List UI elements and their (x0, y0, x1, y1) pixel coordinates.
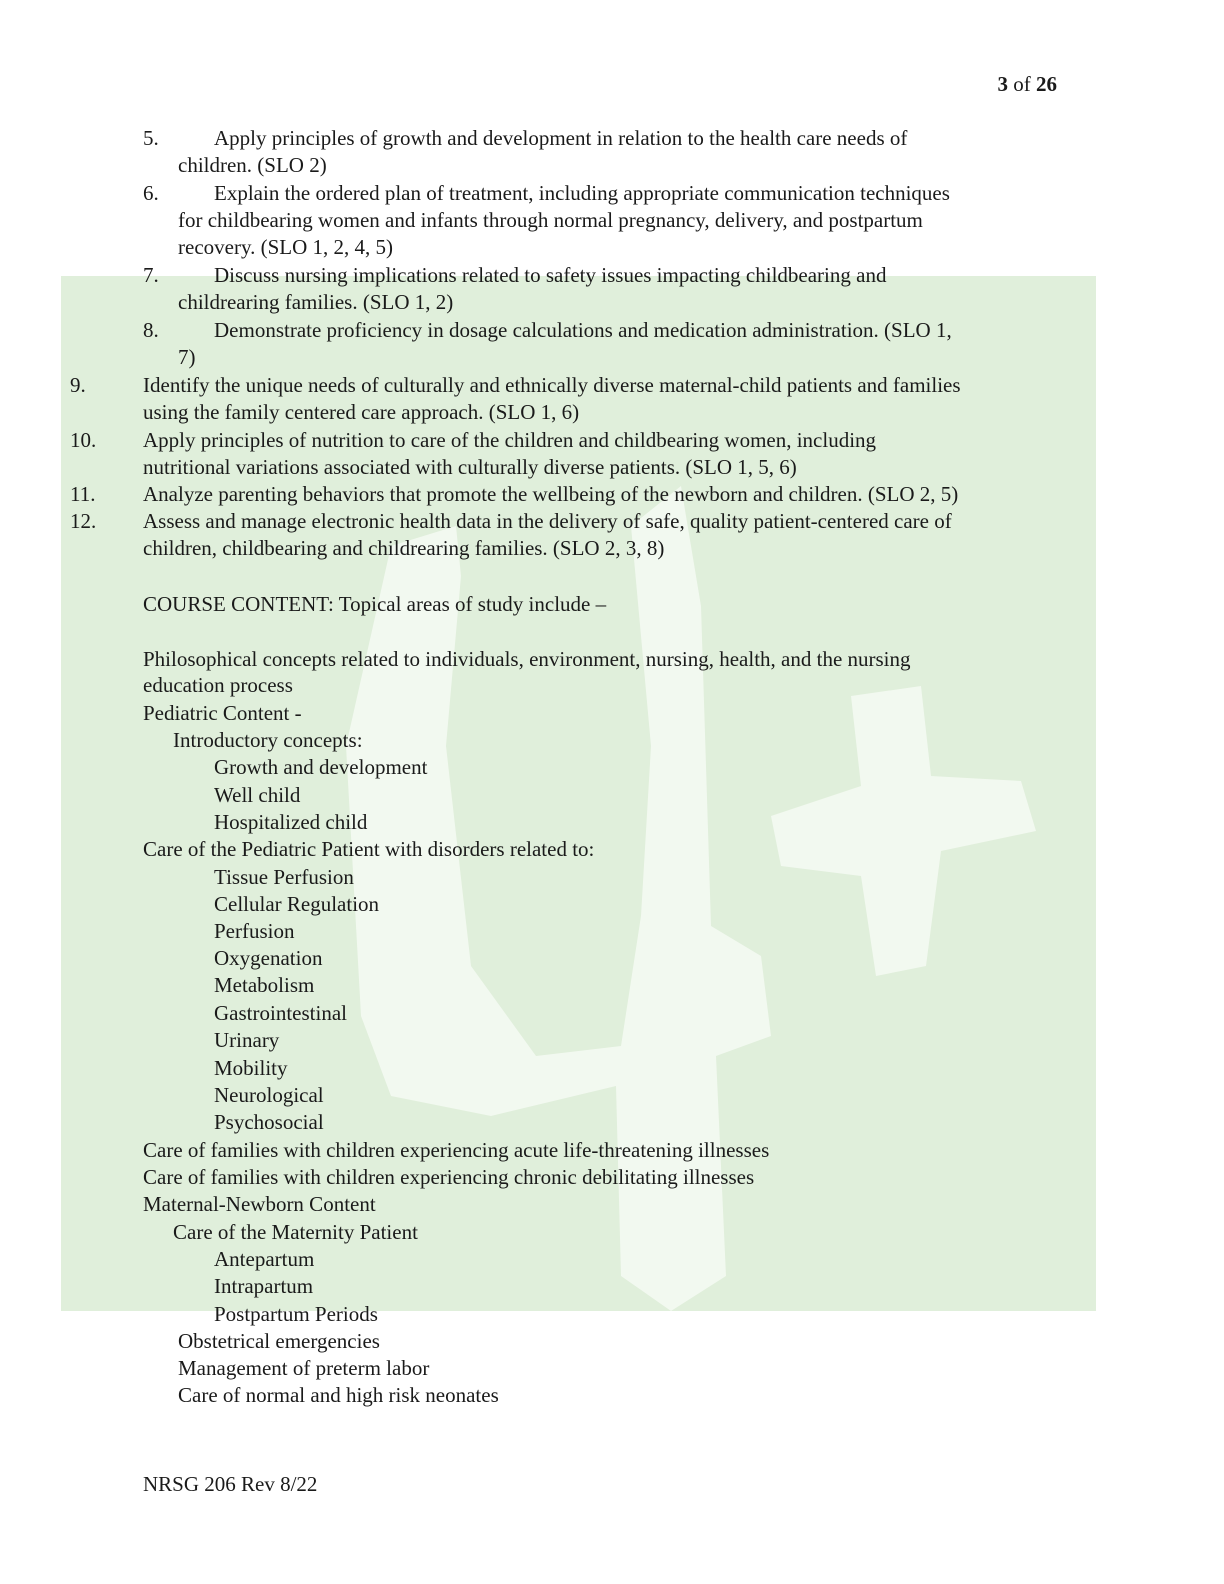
objective-number: 7. (143, 263, 159, 287)
philosophical-concepts-cont: education process (143, 673, 293, 697)
page-total: 26 (1036, 72, 1057, 96)
list-item: Metabolism (214, 973, 315, 997)
objective-text: 7) (178, 345, 196, 369)
acute-illness-item: Care of families with children experiencing acute life-threatening illnesses (143, 1138, 770, 1162)
objective-text: Assess and manage electronic health data in the delivery of safe, quality patient-centered care of (143, 509, 952, 533)
objective-number: 11. (70, 482, 96, 506)
objective-text: Apply principles of nutrition to care of the children and childbearing women, including (143, 428, 877, 452)
objective-text: for childbearing women and infants through normal pregnancy, delivery, and postpartum (178, 208, 923, 232)
maternity-patient-title: Care of the Maternity Patient (173, 1220, 418, 1244)
list-item: Growth and development (214, 755, 428, 779)
objective-text: Explain the ordered plan of treatment, including appropriate communication techniques (214, 181, 950, 205)
list-item: Tissue Perfusion (214, 865, 354, 889)
list-item: Antepartum (214, 1247, 315, 1271)
introductory-concepts-title: Introductory concepts: (173, 728, 363, 752)
list-item: Gastrointestinal (214, 1001, 347, 1025)
objective-text: recovery. (SLO 1, 2, 4, 5) (178, 235, 393, 259)
objective-text: Apply principles of growth and development in relation to the health care needs of (214, 126, 908, 150)
list-item: Urinary (214, 1028, 280, 1052)
course-content-heading: COURSE CONTENT: Topical areas of study include – (143, 592, 607, 616)
objective-text: childrearing families. (SLO 1, 2) (178, 290, 454, 314)
objective-number: 5. (143, 126, 159, 150)
objective-text: Demonstrate proficiency in dosage calculations and medication administration. (SLO 1, (214, 318, 952, 342)
list-item: Management of preterm labor (178, 1356, 430, 1380)
page-number (998, 72, 1058, 97)
objective-text: using the family centered care approach. (SLO 1, 6) (143, 400, 580, 424)
page-of-label: of (1013, 72, 1031, 96)
objective-number: 9. (70, 373, 86, 397)
list-item: Neurological (214, 1083, 324, 1107)
objective-text: children, childbearing and childrearing families. (SLO 2, 3, 8) (143, 536, 665, 560)
philosophical-concepts: Philosophical concepts related to individuals, environment, nursing, health, and the nursing (143, 647, 911, 671)
footer-course-revision: NRSG 206 Rev 8/22 (143, 1472, 318, 1496)
list-item: Well child (214, 783, 301, 807)
chronic-illness-item: Care of families with children experiencing chronic debilitating illnesses (143, 1165, 755, 1189)
pediatric-disorders-title: Care of the Pediatric Patient with disorders related to: (143, 837, 595, 861)
list-item: Intrapartum (214, 1274, 314, 1298)
objective-number: 8. (143, 318, 159, 342)
maternal-newborn-title: Maternal-Newborn Content (143, 1192, 376, 1216)
list-item: Hospitalized child (214, 810, 368, 834)
list-item: Mobility (214, 1056, 288, 1080)
objective-text: Identify the unique needs of culturally and ethnically diverse maternal-child patients and families (143, 373, 961, 397)
list-item: Perfusion (214, 919, 295, 943)
objective-number: 10. (70, 428, 97, 452)
list-item: Postpartum Periods (214, 1302, 378, 1326)
list-item: Cellular Regulation (214, 892, 380, 916)
pediatric-content-title: Pediatric Content - (143, 701, 302, 725)
list-item: Psychosocial (214, 1110, 324, 1134)
objective-number: 12. (70, 509, 97, 533)
list-item: Care of normal and high risk neonates (178, 1383, 499, 1407)
objective-number: 6. (143, 181, 159, 205)
list-item: Oxygenation (214, 946, 323, 970)
list-item: Obstetrical emergencies (178, 1329, 380, 1353)
objective-text: children. (SLO 2) (178, 153, 327, 177)
objective-text: Discuss nursing implications related to safety issues impacting childbearing and (214, 263, 887, 287)
page-current: 3 (997, 72, 1008, 96)
objective-text: Analyze parenting behaviors that promote the wellbeing of the newborn and children. (SLO 2, 5) (143, 482, 959, 506)
objective-text: nutritional variations associated with culturally diverse patients. (SLO 1, 5, 6) (143, 455, 797, 479)
